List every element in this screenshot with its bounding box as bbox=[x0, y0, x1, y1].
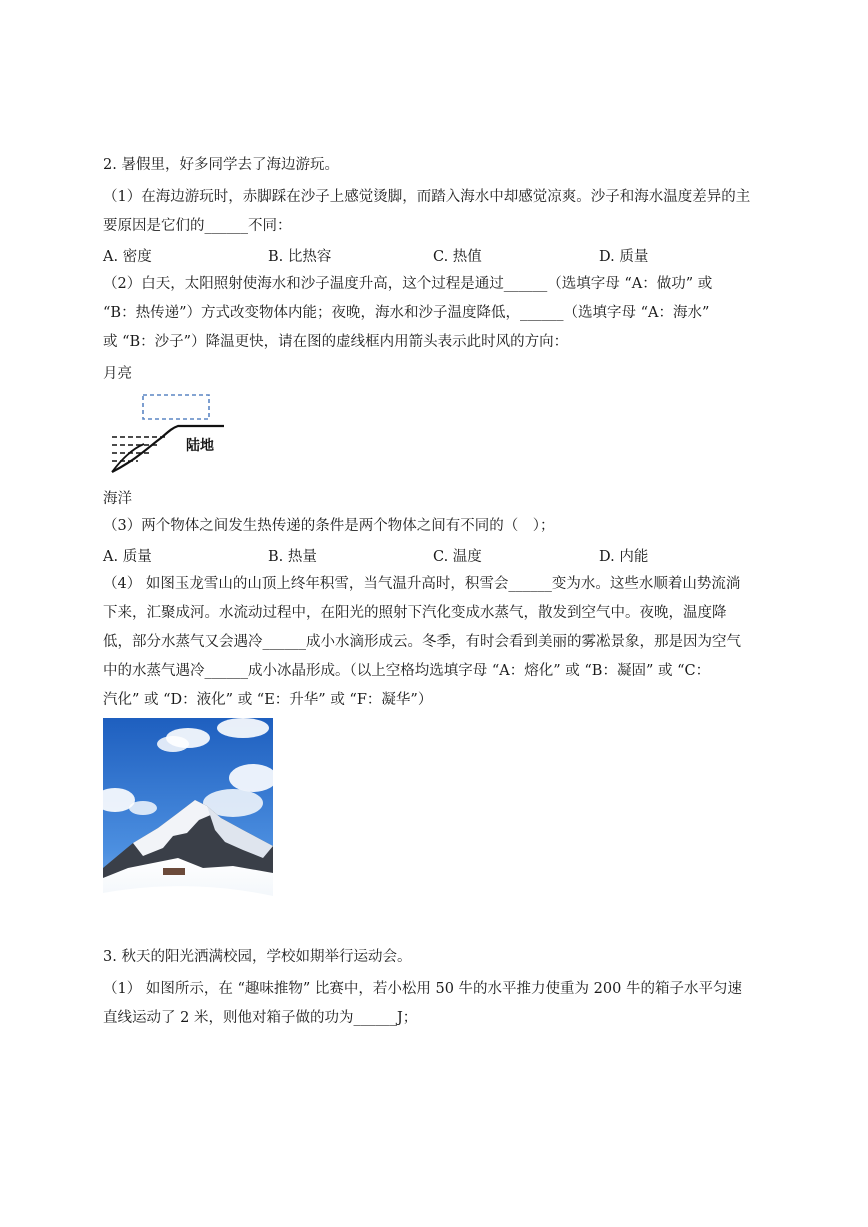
q2-part4-line3: 低，部分水蒸气又会遇冷______成小水滴形成云。冬季，有时会看到美丽的雾凇景象，那是因为空气 bbox=[103, 634, 741, 650]
option-c: C. 热值 bbox=[433, 249, 482, 265]
q2-part1-options bbox=[103, 245, 783, 265]
q2-part2-line3: 或 “B：沙子”）降温更快，请在图的虚线框内用箭头表示此时风的方向： bbox=[103, 334, 569, 350]
sea-land-diagram bbox=[106, 390, 226, 475]
mountain-image bbox=[103, 718, 273, 938]
option-c: C. 温度 bbox=[433, 549, 482, 565]
land-label: 陆地 bbox=[186, 438, 214, 454]
option-a: A. 密度 bbox=[103, 249, 152, 265]
q2-part1-line1: （1）在海边游玩时，赤脚踩在沙子上感觉烫脚，而踏入海水中却感觉凉爽。沙子和海水温度差异的主 bbox=[103, 189, 751, 205]
question-3-title: 3. 秋天的阳光洒满校园，学校如期举行运动会。 bbox=[103, 949, 412, 965]
answer-dashed-box bbox=[143, 395, 209, 419]
q2-part4-line5: 汽化” 或 “D：液化” 或 “E：升华” 或 “F：凝华”） bbox=[103, 692, 433, 708]
q2-part2-line2: “B：热传递”）方式改变物体内能；夜晚，海水和沙子温度降低，______（选填字母 “A：海水” bbox=[103, 305, 710, 321]
moon-label: 月亮 bbox=[103, 366, 132, 382]
q2-part3-options bbox=[103, 545, 783, 565]
q2-part1-line2: 要原因是它们的______不同： bbox=[103, 218, 292, 234]
q3-part1-line1: （1） 如图所示，在 “趣味推物” 比赛中，若小松用 50 牛的水平推力使重为 200 牛的箱子水平匀速 bbox=[103, 981, 742, 997]
sea-land-sketch bbox=[106, 390, 226, 475]
ocean-label: 海洋 bbox=[103, 491, 132, 507]
option-d: D. 内能 bbox=[599, 549, 649, 565]
q2-part4-line4: 中的水蒸气遇冷______成小冰晶形成。（以上空格均选填字母 “A：熔化” 或 “B：凝固” 或 “C： bbox=[103, 663, 711, 679]
q2-part4-line1: （4） 如图玉龙雪山的山顶上终年积雪，当气温升高时，积雪会______变为水。这些水顺着山势流淌 bbox=[103, 576, 741, 592]
option-a: A. 质量 bbox=[103, 549, 152, 565]
option-d: D. 质量 bbox=[599, 249, 649, 265]
q3-part1-line2: 直线运动了 2 米，则他对箱子做的功为______J； bbox=[103, 1010, 418, 1026]
snow-mountain-photo bbox=[103, 718, 273, 938]
question-2-title: 2. 暑假里，好多同学去了海边游玩。 bbox=[103, 157, 339, 173]
q2-part4-line2: 下来，汇聚成河。水流动过程中，在阳光的照射下汽化变成水蒸气，散发到空气中。夜晚，温度降 bbox=[103, 605, 727, 621]
q2-part3-line1: （3）两个物体之间发生热传递的条件是两个物体之间有不同的（ ）； bbox=[103, 518, 555, 534]
option-b: B. 比热容 bbox=[268, 249, 332, 265]
q2-part2-line1: （2）白天，太阳照射使海水和沙子温度升高，这个过程是通过______（选填字母 “A：做功” 或 bbox=[103, 276, 713, 292]
option-b: B. 热量 bbox=[268, 549, 317, 565]
